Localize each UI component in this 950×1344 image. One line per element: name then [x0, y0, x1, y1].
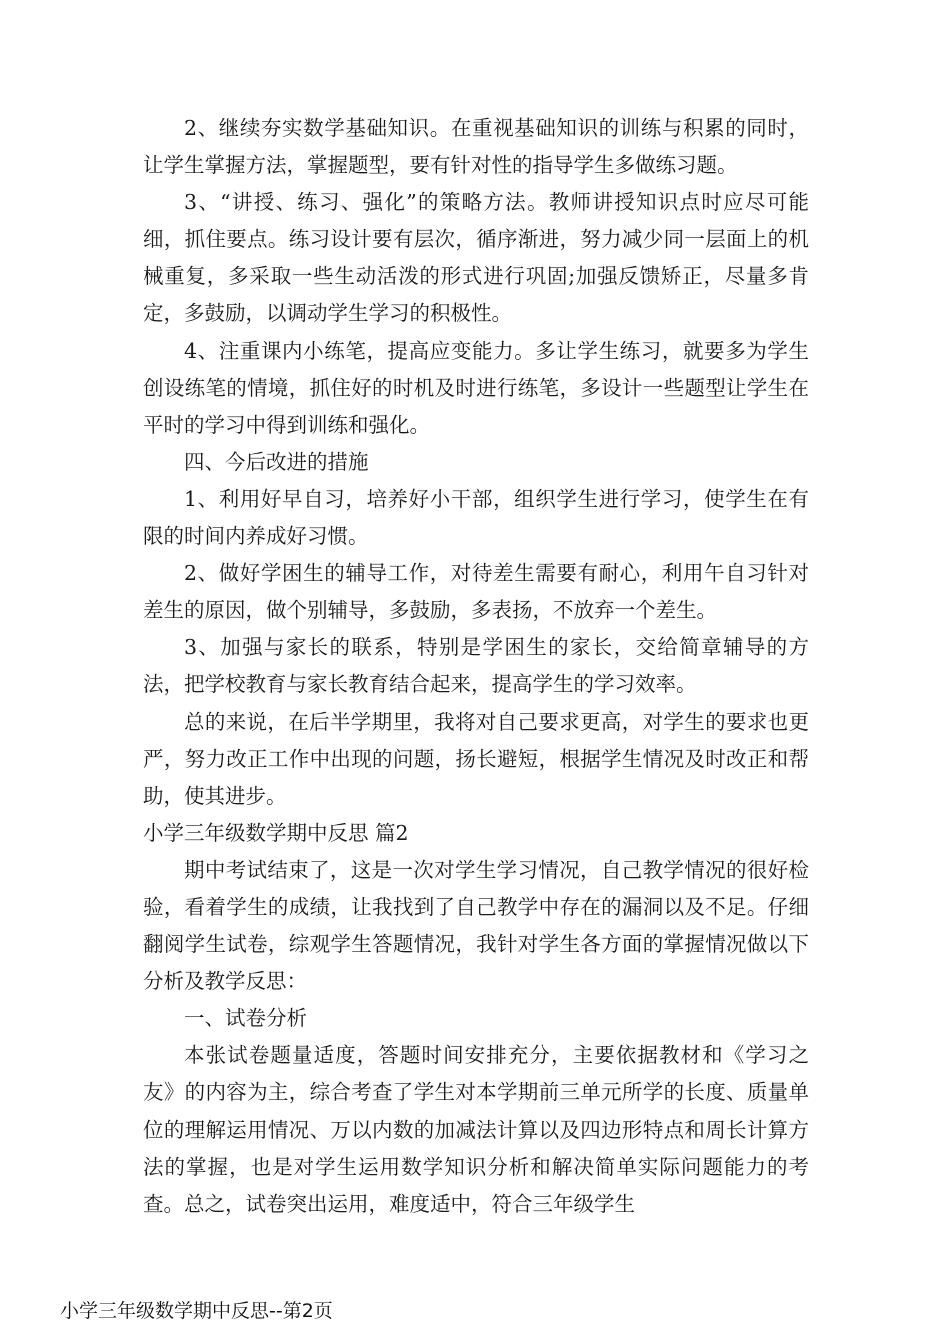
page-footer: 小学三年级数学期中反思--第2页	[60, 1300, 333, 1322]
article-title: 小学三年级数学期中反思 篇2	[143, 820, 409, 845]
paragraph: 1、利用好早自习，培养好小干部，组织学生进行学习，使学生在有限的时间内养成好习惯。	[143, 486, 809, 549]
section-heading: 四、今后改进的措施	[184, 449, 369, 474]
paragraph: 3、“讲授、练习、强化”的策略方法。教师讲授知识点时应尽可能细，抓住要点。练习设计要有层次，循序渐进，努力减少同一层面上的机械重复，多采取一些生动活泼的形式进行巩固;加强反馈矫正，尽量多肯定，多鼓励，以调动学生学习的积极性。	[143, 190, 809, 326]
paragraph: 4、注重课内小练笔，提高应变能力。多让学生练习，就要多为学生创设练笔的情境，抓住好的时机及时进行练笔，多设计一些题型让学生在平时的学习中得到训练和强化。	[143, 338, 809, 437]
section-heading: 一、试卷分析	[184, 1006, 307, 1031]
paragraph: 3、加强与家长的联系，特别是学困生的家长，交给简章辅导的方法，把学校教育与家长教育结合起来，提高学生的学习效率。	[143, 635, 809, 697]
paragraph: 本张试卷题量适度，答题时间安排充分，主要依据教材和《学习之友》的内容为主，综合考查了学生对本学期前三单元所学的长度、质量单位的理解运用情况、万以内数的加减法计算以及四边形特点和周长计算方法的掌握，也是对学生运用数学知识分析和解决简单实际问题能力的考查。总之，试卷突出运用，难度适中，符合三年级学生	[143, 1043, 809, 1216]
paragraph: 2、做好学困生的辅导工作，对待差生需要有耐心，利用午自习针对差生的原因，做个别辅导，多鼓励，多表扬，不放弃一个差生。	[143, 561, 809, 623]
paragraph: 2、继续夯实数学基础知识。在重视基础知识的训练与积累的同时，让学生掌握方法，掌握题型，要有针对性的指导学生多做练习题。	[143, 116, 809, 178]
body-text	[143, 110, 809, 1223]
paragraph: 总的来说，在后半学期里，我将对自己要求更高，对学生的要求也更严，努力改正工作中出现的问题，扬长避短，根据学生情况及时改正和帮助，使其进步。	[143, 709, 809, 808]
paragraph: 期中考试结束了，这是一次对学生学习情况，自己教学情况的很好检验，看着学生的成绩，让我找到了自己教学中存在的漏洞以及不足。仔细翻阅学生试卷，综观学生答题情况，我针对学生各方面的掌握情况做以下分析及教学反思：	[143, 857, 809, 994]
